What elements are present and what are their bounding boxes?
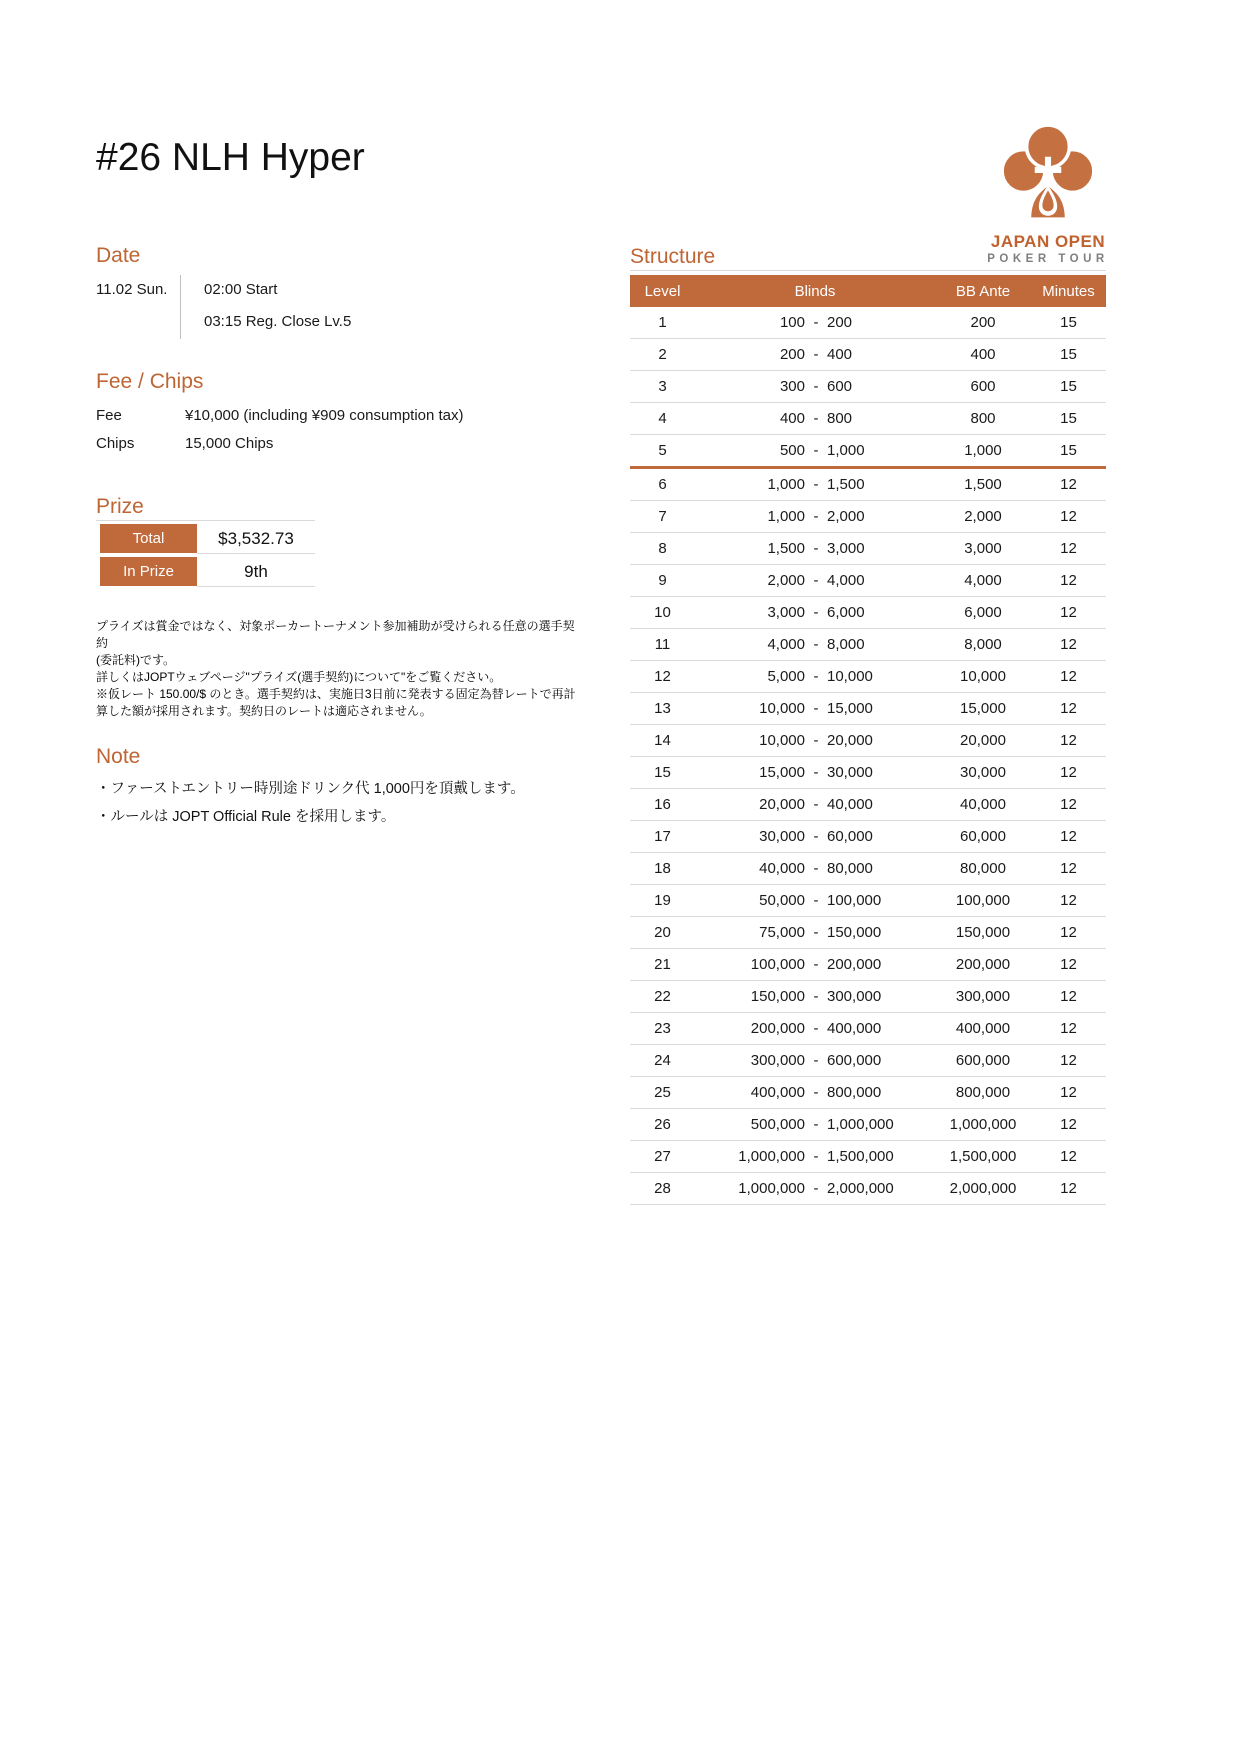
blinds-cell xyxy=(695,764,935,781)
structure-row xyxy=(630,725,1106,757)
blinds-dash: - xyxy=(813,924,819,941)
bb-ante-cell: 6,000 xyxy=(964,604,1002,621)
level-cell: 27 xyxy=(654,1148,671,1165)
small-blind-value: 150,000 xyxy=(750,988,805,1005)
big-blind-value: 800,000 xyxy=(827,1084,882,1101)
jopt-logo xyxy=(972,112,1124,265)
minutes-cell: 12 xyxy=(1060,892,1077,909)
blinds-cell xyxy=(695,540,935,557)
level-cell: 1 xyxy=(658,314,667,331)
bb-ante-cell: 800 xyxy=(970,410,996,427)
level-cell: 7 xyxy=(658,508,667,525)
level-cell: 18 xyxy=(654,860,671,877)
big-blind-value: 10,000 xyxy=(827,668,873,685)
structure-row xyxy=(630,565,1106,597)
structure-row xyxy=(630,307,1106,339)
minutes-cell: 12 xyxy=(1060,988,1077,1005)
small-blind-value: 10,000 xyxy=(759,732,805,749)
blinds-cell xyxy=(695,828,935,845)
small-blind-value: 4,000 xyxy=(767,636,805,653)
minutes-cell: 12 xyxy=(1060,540,1077,557)
structure-row xyxy=(630,789,1106,821)
date-section xyxy=(96,244,516,339)
level-cell: 24 xyxy=(654,1052,671,1069)
bb-ante-cell: 400 xyxy=(970,346,996,363)
minutes-cell: 15 xyxy=(1060,442,1077,459)
fee-chips-heading: Fee / Chips xyxy=(96,370,204,393)
big-blind-value: 600,000 xyxy=(827,1052,882,1069)
fee-chips-row xyxy=(96,407,526,424)
blinds-dash: - xyxy=(813,988,819,1005)
fee-chips-label: Chips xyxy=(96,435,135,452)
structure-section xyxy=(630,245,1106,1205)
big-blind-value: 400,000 xyxy=(827,1020,882,1037)
blinds-dash: - xyxy=(813,378,819,395)
blinds-dash: - xyxy=(813,346,819,363)
fee-chips-section xyxy=(96,370,526,463)
blinds-cell xyxy=(695,314,935,331)
blinds-cell xyxy=(695,442,935,459)
big-blind-value: 2,000 xyxy=(827,508,865,525)
structure-row xyxy=(630,533,1106,565)
small-blind-value: 20,000 xyxy=(759,796,805,813)
bb-ante-cell: 1,500,000 xyxy=(949,1148,1017,1165)
blinds-cell xyxy=(695,924,935,941)
blinds-dash: - xyxy=(813,604,819,621)
structure-row xyxy=(630,597,1106,629)
big-blind-value: 4,000 xyxy=(827,572,865,589)
date-times xyxy=(181,275,351,339)
bb-ante-cell: 20,000 xyxy=(960,732,1006,749)
blinds-dash: - xyxy=(813,540,819,557)
minutes-cell: 12 xyxy=(1060,636,1077,653)
structure-row xyxy=(630,403,1106,435)
level-cell: 12 xyxy=(654,668,671,685)
bb-ante-cell: 1,000,000 xyxy=(949,1116,1017,1133)
level-cell: 23 xyxy=(654,1020,671,1037)
small-blind-value: 1,000 xyxy=(767,508,805,525)
bb-ante-cell: 400,000 xyxy=(955,1020,1011,1037)
bb-ante-cell: 2,000 xyxy=(964,508,1002,525)
blinds-cell xyxy=(695,410,935,427)
prize-rows xyxy=(96,524,315,587)
blinds-dash: - xyxy=(813,956,819,973)
blinds-cell xyxy=(695,700,935,717)
prize-disclaimer-line: ※仮レート 150.00/$ のとき。選手契約は、実施日3日前に発表する固定為替レートで再計 xyxy=(96,687,576,701)
blinds-dash: - xyxy=(813,796,819,813)
minutes-cell: 12 xyxy=(1060,1148,1077,1165)
small-blind-value: 15,000 xyxy=(759,764,805,781)
structure-row xyxy=(630,1109,1106,1141)
big-blind-value: 2,000,000 xyxy=(827,1180,894,1197)
minutes-cell: 12 xyxy=(1060,604,1077,621)
level-cell: 19 xyxy=(654,892,671,909)
blinds-dash: - xyxy=(813,1084,819,1101)
small-blind-value: 3,000 xyxy=(767,604,805,621)
minutes-cell: 15 xyxy=(1060,314,1077,331)
bb-ante-cell: 40,000 xyxy=(960,796,1006,813)
level-cell: 3 xyxy=(658,378,667,395)
structure-row xyxy=(630,885,1106,917)
column-header-minutes: Minutes xyxy=(1042,282,1095,300)
level-cell: 6 xyxy=(658,476,667,493)
blinds-dash: - xyxy=(813,476,819,493)
level-cell: 17 xyxy=(654,828,671,845)
blinds-cell xyxy=(695,1180,935,1197)
bb-ante-cell: 200,000 xyxy=(955,956,1011,973)
column-header-blinds: Blinds xyxy=(794,282,836,300)
blinds-dash: - xyxy=(813,1116,819,1133)
big-blind-value: 1,000,000 xyxy=(827,1116,894,1133)
blinds-cell xyxy=(695,636,935,653)
blinds-dash: - xyxy=(813,892,819,909)
date-heading: Date xyxy=(96,244,141,267)
blinds-cell xyxy=(695,1148,935,1165)
minutes-cell: 12 xyxy=(1060,796,1077,813)
small-blind-value: 300,000 xyxy=(750,1052,805,1069)
prize-section xyxy=(96,495,315,590)
small-blind-value: 100,000 xyxy=(750,956,805,973)
blinds-cell xyxy=(695,732,935,749)
small-blind-value: 1,500 xyxy=(767,540,805,557)
bb-ante-cell: 15,000 xyxy=(960,700,1006,717)
bb-ante-cell: 1,500 xyxy=(964,476,1002,493)
level-cell: 16 xyxy=(654,796,671,813)
blinds-cell xyxy=(695,1020,935,1037)
minutes-cell: 15 xyxy=(1060,346,1077,363)
big-blind-value: 200 xyxy=(827,314,853,331)
structure-table-body xyxy=(630,307,1106,1205)
bb-ante-cell: 150,000 xyxy=(955,924,1011,941)
blinds-cell xyxy=(695,572,935,589)
structure-row xyxy=(630,1045,1106,1077)
minutes-cell: 12 xyxy=(1060,732,1077,749)
big-blind-value: 1,500 xyxy=(827,476,865,493)
big-blind-value: 8,000 xyxy=(827,636,865,653)
level-cell: 9 xyxy=(658,572,667,589)
small-blind-value: 1,000,000 xyxy=(738,1148,805,1165)
date-time-line: 03:15 Reg. Close Lv.5 xyxy=(204,313,352,330)
small-blind-value: 200 xyxy=(779,346,805,363)
level-cell: 26 xyxy=(654,1116,671,1133)
structure-row xyxy=(630,949,1106,981)
structure-row xyxy=(630,981,1106,1013)
fee-chips-rows xyxy=(96,407,526,452)
blinds-dash: - xyxy=(813,668,819,685)
small-blind-value: 400,000 xyxy=(750,1084,805,1101)
minutes-cell: 12 xyxy=(1060,1180,1077,1197)
small-blind-value: 300 xyxy=(779,378,805,395)
level-cell: 28 xyxy=(654,1180,671,1197)
minutes-cell: 12 xyxy=(1060,924,1077,941)
small-blind-value: 10,000 xyxy=(759,700,805,717)
blinds-cell xyxy=(695,892,935,909)
structure-row xyxy=(630,821,1106,853)
prize-disclaimer-line: (委託料)です。 xyxy=(96,653,176,667)
small-blind-value: 50,000 xyxy=(759,892,805,909)
minutes-cell: 12 xyxy=(1060,828,1077,845)
prize-heading: Prize xyxy=(96,495,315,521)
blinds-dash: - xyxy=(813,860,819,877)
big-blind-value: 60,000 xyxy=(827,828,873,845)
blinds-dash: - xyxy=(813,732,819,749)
fee-chips-value: 15,000 Chips xyxy=(185,435,274,452)
big-blind-value: 200,000 xyxy=(827,956,882,973)
small-blind-value: 1,000,000 xyxy=(738,1180,805,1197)
bb-ante-cell: 80,000 xyxy=(960,860,1006,877)
prize-row-label: In Prize xyxy=(100,557,197,586)
blinds-dash: - xyxy=(813,636,819,653)
blinds-dash: - xyxy=(813,314,819,331)
blinds-dash: - xyxy=(813,828,819,845)
prize-row xyxy=(96,524,315,554)
minutes-cell: 12 xyxy=(1060,476,1077,493)
blinds-dash: - xyxy=(813,442,819,459)
minutes-cell: 12 xyxy=(1060,572,1077,589)
small-blind-value: 1,000 xyxy=(767,476,805,493)
big-blind-value: 400 xyxy=(827,346,853,363)
logo-text-poker-tour: POKER TOUR xyxy=(987,253,1109,265)
blinds-dash: - xyxy=(813,572,819,589)
level-cell: 8 xyxy=(658,540,667,557)
structure-row xyxy=(630,1077,1106,1109)
small-blind-value: 500 xyxy=(779,442,805,459)
blinds-dash: - xyxy=(813,700,819,717)
big-blind-value: 30,000 xyxy=(827,764,873,781)
bb-ante-cell: 10,000 xyxy=(960,668,1006,685)
blinds-dash: - xyxy=(813,1052,819,1069)
level-cell: 11 xyxy=(654,636,671,653)
bb-ante-cell: 300,000 xyxy=(955,988,1011,1005)
level-cell: 4 xyxy=(658,410,667,427)
blinds-cell xyxy=(695,956,935,973)
level-cell: 2 xyxy=(658,346,667,363)
prize-disclaimer xyxy=(96,618,576,720)
club-logo-icon xyxy=(997,112,1099,230)
minutes-cell: 15 xyxy=(1060,410,1077,427)
big-blind-value: 1,000 xyxy=(827,442,865,459)
small-blind-value: 30,000 xyxy=(759,828,805,845)
minutes-cell: 12 xyxy=(1060,508,1077,525)
minutes-cell: 12 xyxy=(1060,1020,1077,1037)
small-blind-value: 100 xyxy=(779,314,805,331)
small-blind-value: 2,000 xyxy=(767,572,805,589)
big-blind-value: 3,000 xyxy=(827,540,865,557)
structure-row xyxy=(630,629,1106,661)
prize-row-value: $3,532.73 xyxy=(197,524,315,554)
blinds-dash: - xyxy=(813,410,819,427)
structure-row xyxy=(630,469,1106,501)
note-items xyxy=(96,775,566,831)
big-blind-value: 800 xyxy=(827,410,853,427)
level-cell: 25 xyxy=(654,1084,671,1101)
level-cell: 21 xyxy=(654,956,671,973)
bb-ante-cell: 800,000 xyxy=(955,1084,1011,1101)
bb-ante-cell: 60,000 xyxy=(960,828,1006,845)
level-cell: 10 xyxy=(654,604,671,621)
small-blind-value: 200,000 xyxy=(750,1020,805,1037)
minutes-cell: 12 xyxy=(1060,956,1077,973)
structure-row xyxy=(630,853,1106,885)
fee-chips-value: ¥10,000 (including ¥909 consumption tax) xyxy=(185,407,464,424)
prize-row xyxy=(96,557,315,587)
structure-row xyxy=(630,757,1106,789)
minutes-cell: 12 xyxy=(1060,1052,1077,1069)
level-cell: 20 xyxy=(654,924,671,941)
date-day: 11.02 Sun. xyxy=(96,281,168,298)
level-cell: 14 xyxy=(654,732,671,749)
bb-ante-cell: 600 xyxy=(970,378,996,395)
minutes-cell: 12 xyxy=(1060,700,1077,717)
big-blind-value: 600 xyxy=(827,378,853,395)
blinds-cell xyxy=(695,508,935,525)
prize-row-label: Total xyxy=(100,524,197,553)
bb-ante-cell: 4,000 xyxy=(964,572,1002,589)
note-item: ・ファーストエントリー時別途ドリンク代 1,000円を頂戴します。 xyxy=(96,781,525,797)
level-cell: 22 xyxy=(654,988,671,1005)
bb-ante-cell: 8,000 xyxy=(964,636,1002,653)
blinds-cell xyxy=(695,476,935,493)
minutes-cell: 15 xyxy=(1060,378,1077,395)
big-blind-value: 300,000 xyxy=(827,988,882,1005)
structure-row xyxy=(630,339,1106,371)
bb-ante-cell: 30,000 xyxy=(960,764,1006,781)
structure-row xyxy=(630,1013,1106,1045)
big-blind-value: 40,000 xyxy=(827,796,873,813)
page-title: #26 NLH Hyper xyxy=(96,136,365,179)
blinds-cell xyxy=(695,860,935,877)
prize-disclaimer-line: 算した額が採用されます。契約日のレートは適応されません。 xyxy=(96,704,432,718)
blinds-dash: - xyxy=(813,1180,819,1197)
minutes-cell: 12 xyxy=(1060,668,1077,685)
prize-row-value: 9th xyxy=(197,557,315,587)
minutes-cell: 12 xyxy=(1060,764,1077,781)
structure-row xyxy=(630,501,1106,533)
prize-disclaimer-line: 詳しくはJOPTウェブページ"プライズ(選手契約)について"をご覧ください。 xyxy=(96,670,502,684)
bb-ante-cell: 3,000 xyxy=(964,540,1002,557)
bb-ante-cell: 200 xyxy=(970,314,996,331)
small-blind-value: 5,000 xyxy=(767,668,805,685)
minutes-cell: 12 xyxy=(1060,1116,1077,1133)
column-header-bb-ante: BB Ante xyxy=(955,282,1011,300)
big-blind-value: 80,000 xyxy=(827,860,873,877)
note-heading: Note xyxy=(96,745,141,768)
bb-ante-cell: 100,000 xyxy=(955,892,1011,909)
structure-row xyxy=(630,917,1106,949)
structure-table-header xyxy=(630,275,1106,307)
structure-row xyxy=(630,693,1106,725)
small-blind-value: 40,000 xyxy=(759,860,805,877)
structure-row xyxy=(630,1141,1106,1173)
big-blind-value: 20,000 xyxy=(827,732,873,749)
prize-disclaimer-line: プライズは賞金ではなく、対象ポーカートーナメント参加補助が受けられる任意の選手契約 xyxy=(96,619,575,650)
blinds-cell xyxy=(695,1116,935,1133)
blinds-dash: - xyxy=(813,1148,819,1165)
structure-row xyxy=(630,371,1106,403)
minutes-cell: 12 xyxy=(1060,860,1077,877)
structure-heading: Structure xyxy=(630,245,1106,271)
small-blind-value: 400 xyxy=(779,410,805,427)
note-section xyxy=(96,745,566,831)
fee-chips-row xyxy=(96,435,526,452)
bb-ante-cell: 1,000 xyxy=(964,442,1002,459)
structure-row xyxy=(630,435,1106,469)
big-blind-value: 100,000 xyxy=(827,892,882,909)
blinds-dash: - xyxy=(813,1020,819,1037)
level-cell: 5 xyxy=(658,442,667,459)
level-cell: 13 xyxy=(654,700,671,717)
blinds-cell xyxy=(695,378,935,395)
big-blind-value: 15,000 xyxy=(827,700,873,717)
level-cell: 15 xyxy=(654,764,671,781)
blinds-cell xyxy=(695,346,935,363)
blinds-cell xyxy=(695,604,935,621)
blinds-dash: - xyxy=(813,764,819,781)
logo-text-japan-open: JAPAN OPEN xyxy=(990,232,1106,251)
structure-row xyxy=(630,1173,1106,1205)
big-blind-value: 6,000 xyxy=(827,604,865,621)
big-blind-value: 1,500,000 xyxy=(827,1148,894,1165)
minutes-cell: 12 xyxy=(1060,1084,1077,1101)
blinds-dash: - xyxy=(813,508,819,525)
column-header-level: Level xyxy=(644,282,681,300)
structure-row xyxy=(630,661,1106,693)
blinds-cell xyxy=(695,668,935,685)
note-item: ・ルールは JOPT Official Rule を採用します。 xyxy=(96,809,396,825)
bb-ante-cell: 2,000,000 xyxy=(949,1180,1017,1197)
blinds-cell xyxy=(695,796,935,813)
blinds-cell xyxy=(695,1052,935,1069)
small-blind-value: 75,000 xyxy=(759,924,805,941)
bb-ante-cell: 600,000 xyxy=(955,1052,1011,1069)
blinds-cell xyxy=(695,1084,935,1101)
small-blind-value: 500,000 xyxy=(750,1116,805,1133)
big-blind-value: 150,000 xyxy=(827,924,882,941)
date-time-line: 02:00 Start xyxy=(204,281,278,298)
fee-chips-label: Fee xyxy=(96,407,122,424)
blinds-cell xyxy=(695,988,935,1005)
